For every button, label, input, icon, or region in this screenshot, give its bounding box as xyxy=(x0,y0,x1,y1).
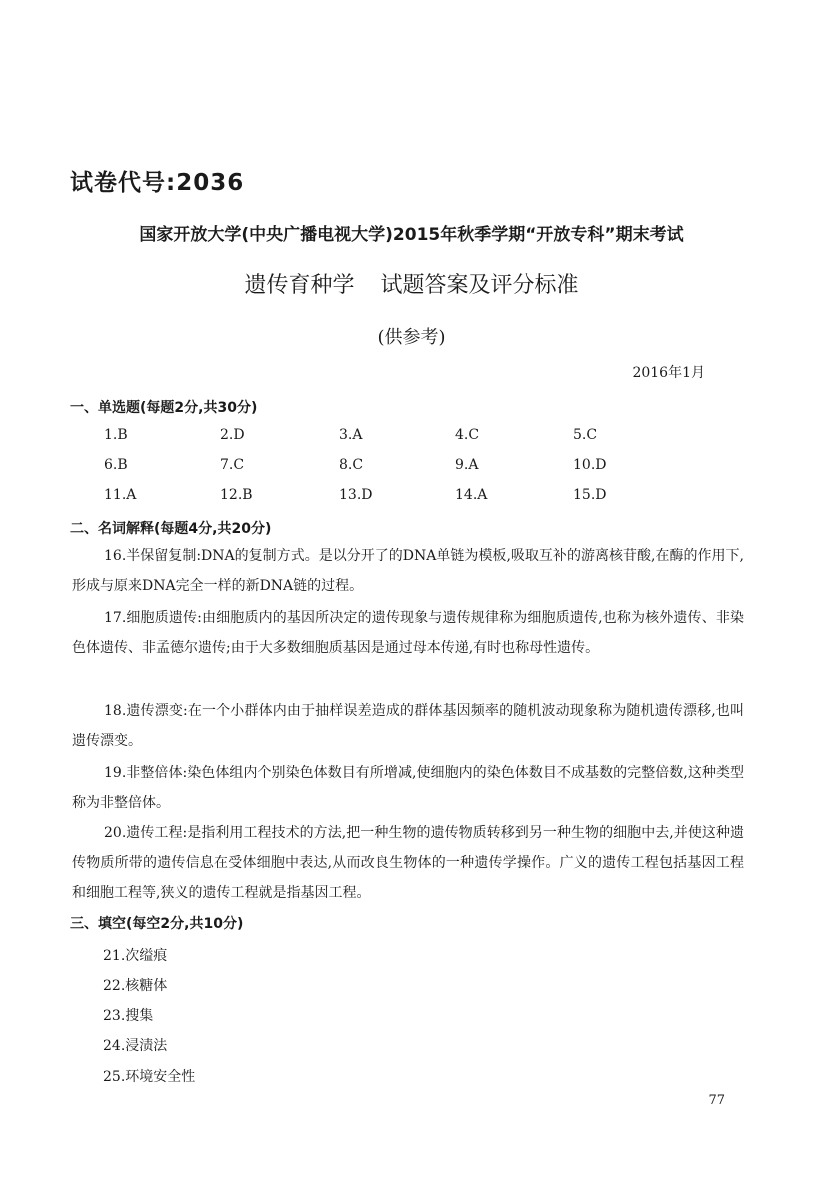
answer-14: 14.A xyxy=(455,487,488,503)
fill-answer-25: 25.环境安全性 xyxy=(103,1069,196,1085)
exam-date: 2016年1月 xyxy=(632,365,705,381)
fill-answer-22: 22.核糖体 xyxy=(103,978,168,994)
answer-4: 4.C xyxy=(455,427,480,443)
term-definition-19: 19.非整倍体:染色体组内个别染色体数目有所增减,使细胞内的染色体数目不成基数的完整倍数,这种类型称为非整倍体。 xyxy=(72,765,744,811)
fill-answer-24: 24.浸渍法 xyxy=(103,1038,168,1054)
answer-1: 1.B xyxy=(104,427,128,443)
answer-5: 5.C xyxy=(573,427,598,443)
answer-10: 10.D xyxy=(573,457,607,473)
section1-heading: 一、单选题(每题2分,共30分) xyxy=(70,400,258,416)
answer-3: 3.A xyxy=(339,427,363,443)
reference-note: (供参考) xyxy=(377,327,446,348)
answer-2: 2.D xyxy=(220,427,245,443)
doc-type: 试题答案及评分标准 xyxy=(380,273,579,298)
term-definition-20: 20.遗传工程:是指利用工程技术的方法,把一种生物的遗传物质转移到另一种生物的细胞中去,并使这种遗传物质所带的遗传信息在受体细胞中表达,从而改良生物体的一种遗传学操作。广义的遗传工程包括基因工程和细胞工程等,狭义的遗传工程就是指基因工程。 xyxy=(72,825,744,901)
term-definition-18: 18.遗传漂变:在一个小群体内由于抽样误差造成的群体基因频率的随机波动现象称为随机遗传漂移,也叫遗传漂变。 xyxy=(72,703,744,749)
term-definition-16: 16.半保留复制:DNA的复制方式。是以分开了的DNA单链为模板,吸取互补的游离核苷酸,在酶的作用下,形成与原来DNA完全一样的新DNA链的过程。 xyxy=(72,548,744,594)
section3-heading: 三、填空(每空2分,共10分) xyxy=(70,916,244,932)
document-title xyxy=(0,268,823,299)
exam-title: 国家开放大学(中央广播电视大学)2015年秋季学期“开放专科”期末考试 xyxy=(139,225,684,245)
subject-name: 遗传育种学 xyxy=(244,273,355,298)
answer-15: 15.D xyxy=(573,487,607,503)
fill-answer-23: 23.搜集 xyxy=(103,1008,154,1024)
answer-12: 12.B xyxy=(220,487,253,503)
answer-11: 11.A xyxy=(104,487,137,503)
paper-code: 试卷代号:2036 xyxy=(70,170,245,196)
section2-heading: 二、名词解释(每题4分,共20分) xyxy=(70,521,272,537)
fill-answer-21: 21.次缢痕 xyxy=(103,948,168,964)
page-number: 77 xyxy=(708,1093,725,1108)
answer-6: 6.B xyxy=(104,457,128,473)
term-definition-17: 17.细胞质遗传:由细胞质内的基因所决定的遗传现象与遗传规律称为细胞质遗传,也称为核外遗传、非染色体遗传、非孟德尔遗传;由于大多数细胞质基因是通过母本传递,有时也称母性遗传。 xyxy=(72,610,744,656)
answer-9: 9.A xyxy=(455,457,479,473)
answer-7: 7.C xyxy=(220,457,245,473)
answer-8: 8.C xyxy=(339,457,364,473)
answer-13: 13.D xyxy=(339,487,373,503)
